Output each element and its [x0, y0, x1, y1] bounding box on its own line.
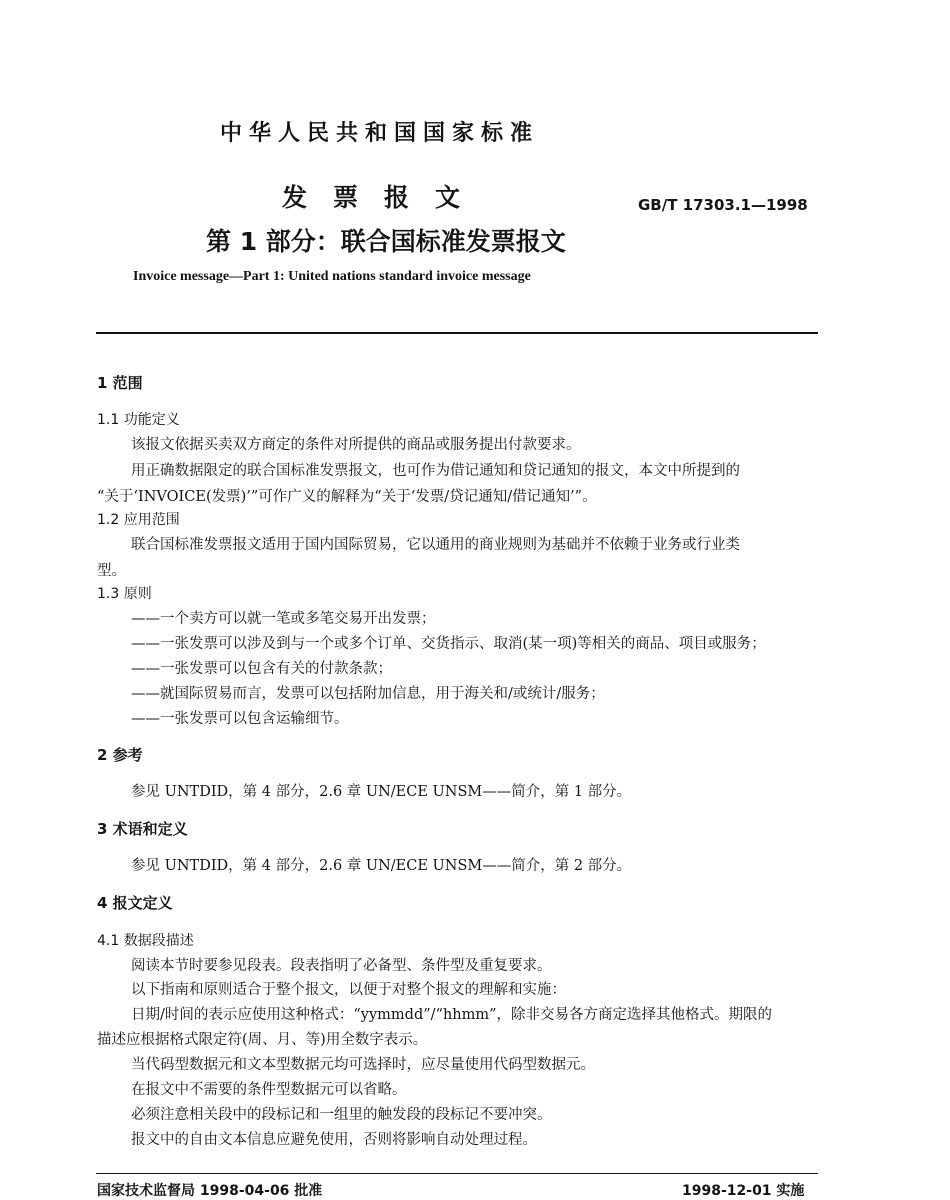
- paragraph: 联合国标准发票报文适用于国内国际贸易，它以通用的商业规则为基础并不依赖于业务或行业类: [131, 537, 740, 553]
- footer-divider: [96, 1173, 818, 1174]
- english-title: Invoice message—Part 1: United nations standard invoice message: [133, 269, 531, 284]
- section-4-1-heading: 4.1 数据段描述: [97, 933, 194, 949]
- list-item: ——一张发票可以包含运输细节。: [131, 711, 349, 727]
- section-2-heading: 2 参考: [97, 746, 143, 764]
- paragraph: 在报文中不需要的条件型数据元可以省略。: [131, 1082, 407, 1098]
- paragraph: 必须注意相关段中的段标记和一组里的触发段的段标记不要冲突。: [131, 1107, 552, 1123]
- standard-code: GB/T 17303.1—1998: [638, 196, 808, 214]
- section-4-heading: 4 报文定义: [97, 894, 173, 912]
- section-1-heading: 1 范围: [97, 374, 143, 392]
- document-title: 发票报文: [282, 183, 487, 212]
- paragraph: 阅读本节时要参见段表。段表指明了必备型、条件型及重复要求。: [131, 958, 552, 974]
- paragraph-continuation: “关于‘INVOICE(发票)’”可作广义的解释为“关于‘发票/贷记通知/借记通知’”。: [97, 489, 597, 505]
- paragraph-continuation: 描述应根据格式限定符(周、月、等)用全数字表示。: [97, 1032, 428, 1048]
- section-1-1-heading: 1.1 功能定义: [97, 412, 180, 428]
- section-1-3-heading: 1.3 原则: [97, 586, 152, 602]
- document-subtitle: 第 1 部分：联合国标准发票报文: [206, 227, 566, 256]
- list-item: ——一张发票可以包含有关的付款条款；: [131, 661, 392, 677]
- paragraph: 该报文依据买卖双方商定的条件对所提供的商品或服务提出付款要求。: [131, 437, 581, 453]
- paragraph: 参见 UNTDID，第 4 部分，2.6 章 UN/ECE UNSM——简介，第 2 部分。: [131, 858, 632, 874]
- list-item: ——一张发票可以涉及到与一个或多个订单、交货指示、取消(某一项)等相关的商品、项目或服务；: [131, 636, 766, 652]
- effective-date: 1998-12-01 实施: [682, 1183, 805, 1199]
- paragraph-continuation: 型。: [97, 563, 126, 579]
- paragraph: 用正确数据限定的联合国标准发票报文，也可作为借记通知和贷记通知的报文，本文中所提到的: [131, 463, 740, 479]
- approval-date: 国家技术监督局 1998-04-06 批准: [97, 1183, 323, 1199]
- standard-type: 中华人民共和国国家标准: [220, 121, 540, 146]
- list-item: ——就国际贸易而言，发票可以包括附加信息，用于海关和/或统计/服务；: [131, 686, 605, 702]
- paragraph: 以下指南和原则适合于整个报文，以便于对整个报文的理解和实施：: [131, 982, 566, 998]
- header-divider: [96, 332, 818, 334]
- section-1-2-heading: 1.2 应用范围: [97, 512, 180, 528]
- paragraph: 报文中的自由文本信息应避免使用，否则将影响自动处理过程。: [131, 1132, 537, 1148]
- paragraph: 参见 UNTDID，第 4 部分，2.6 章 UN/ECE UNSM——简介，第 1 部分。: [131, 784, 632, 800]
- list-item: ——一个卖方可以就一笔或多笔交易开出发票；: [131, 611, 436, 627]
- section-3-heading: 3 术语和定义: [97, 820, 188, 838]
- paragraph: 日期/时间的表示应使用这种格式：“yymmdd”/“hhmm”，除非交易各方商定选择其他格式。期限的: [131, 1007, 773, 1023]
- paragraph: 当代码型数据元和文本型数据元均可选择时，应尽量使用代码型数据元。: [131, 1057, 595, 1073]
